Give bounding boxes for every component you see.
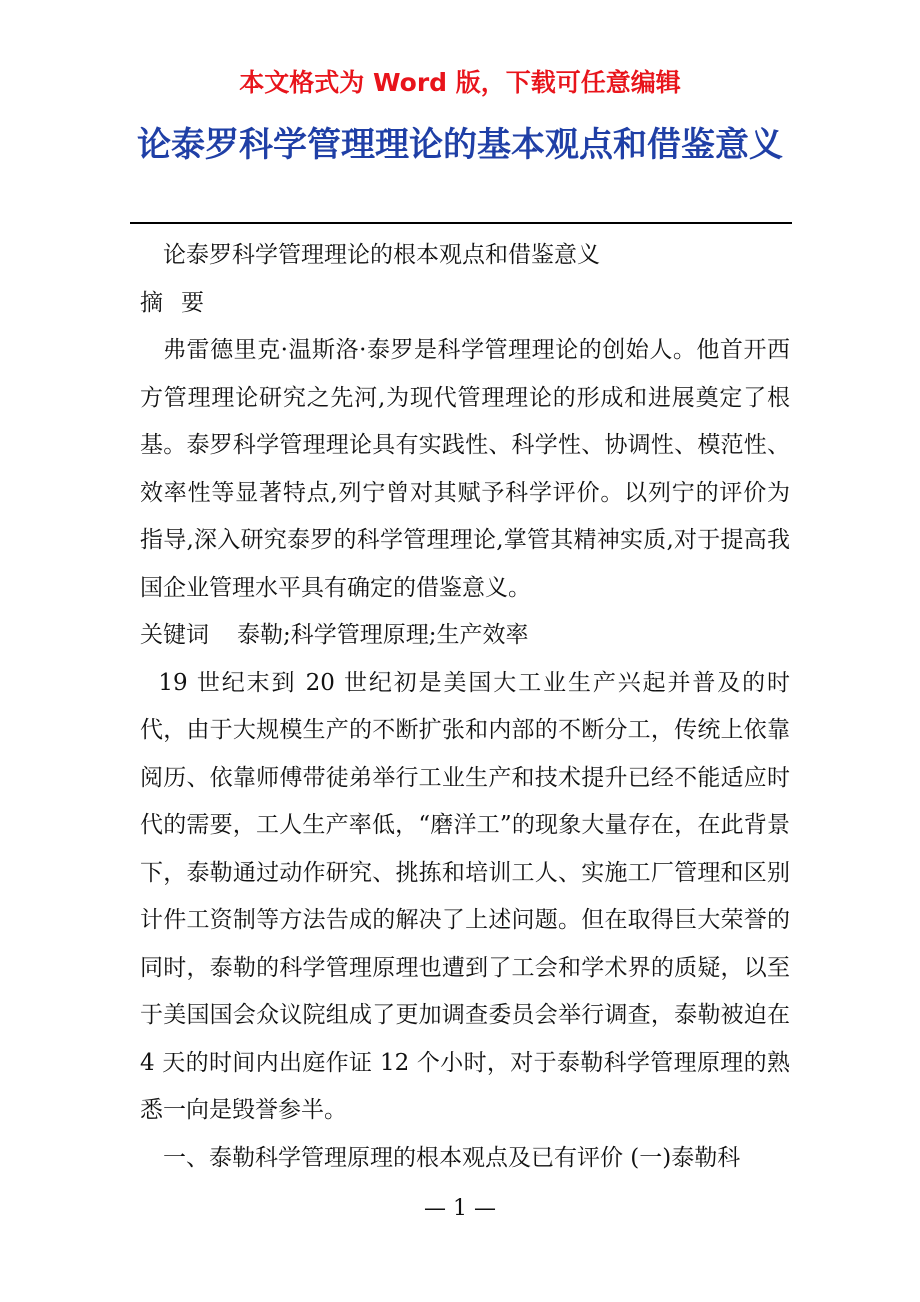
body-paragraph: 19 世纪末到 20 世纪初是美国大工业生产兴起并普及的时代，由于大规模生产的不断扩张和内部的不断分工，传统上依靠阅历、依靠师傅带徒弟举行工业生产和技术提升已经不能适应时代的需要，工人生产率低，“磨洋工”的现象大量存在，在此背景下，泰勒通过动作研究、挑拣和培训工人、实施工厂管理和区别计件工资制等方法告成的解决了上述问题。但在取得巨大荣誉的同时，泰勒的科学管理原理也遭到了工会和学术界的质疑，以至于美国国会众议院组成了更加调查委员会举行调查，泰勒被迫在 4 天的时间内出庭作证 12 个小时，对于泰勒科学管理原理的熟悉一向是毁誉参半。	[140, 669, 790, 1123]
section-heading: 一、泰勒科学管理原理的根本观点及已有评价 (一)泰勒科	[163, 1144, 741, 1171]
keywords-line	[140, 612, 790, 660]
document-body	[140, 232, 790, 1182]
document-title: 论泰罗科学管理理论的基本观点和借鉴意义	[137, 125, 783, 165]
keywords-value: 泰勒;科学管理原理;生产效率	[237, 622, 529, 648]
document-banner: 本文格式为 Word 版，下载可任意编辑	[239, 68, 681, 97]
abstract-text: 弗雷德里克·温斯洛·泰罗是科学管理理论的创始人。他首开西方管理理论研究之先河,为现代管理理论的形成和进展奠定了根基。泰罗科学管理理论具有实践性、科学性、协调性、模范性、效率性等显著特点,列宁曾对其赋予科学评价。以列宁的评价为指导,深入研究泰罗的科学管理理论,掌管其精神实质,对于提高我国企业管理水平具有确定的借鉴意义。	[140, 337, 790, 601]
keywords-label: 关键词	[140, 622, 209, 648]
page-number: — 1 —	[424, 1196, 496, 1221]
abstract-label: 摘要	[140, 289, 222, 316]
subtitle: 论泰罗科学管理理论的根本观点和借鉴意义	[163, 242, 600, 268]
title-divider	[130, 222, 792, 224]
